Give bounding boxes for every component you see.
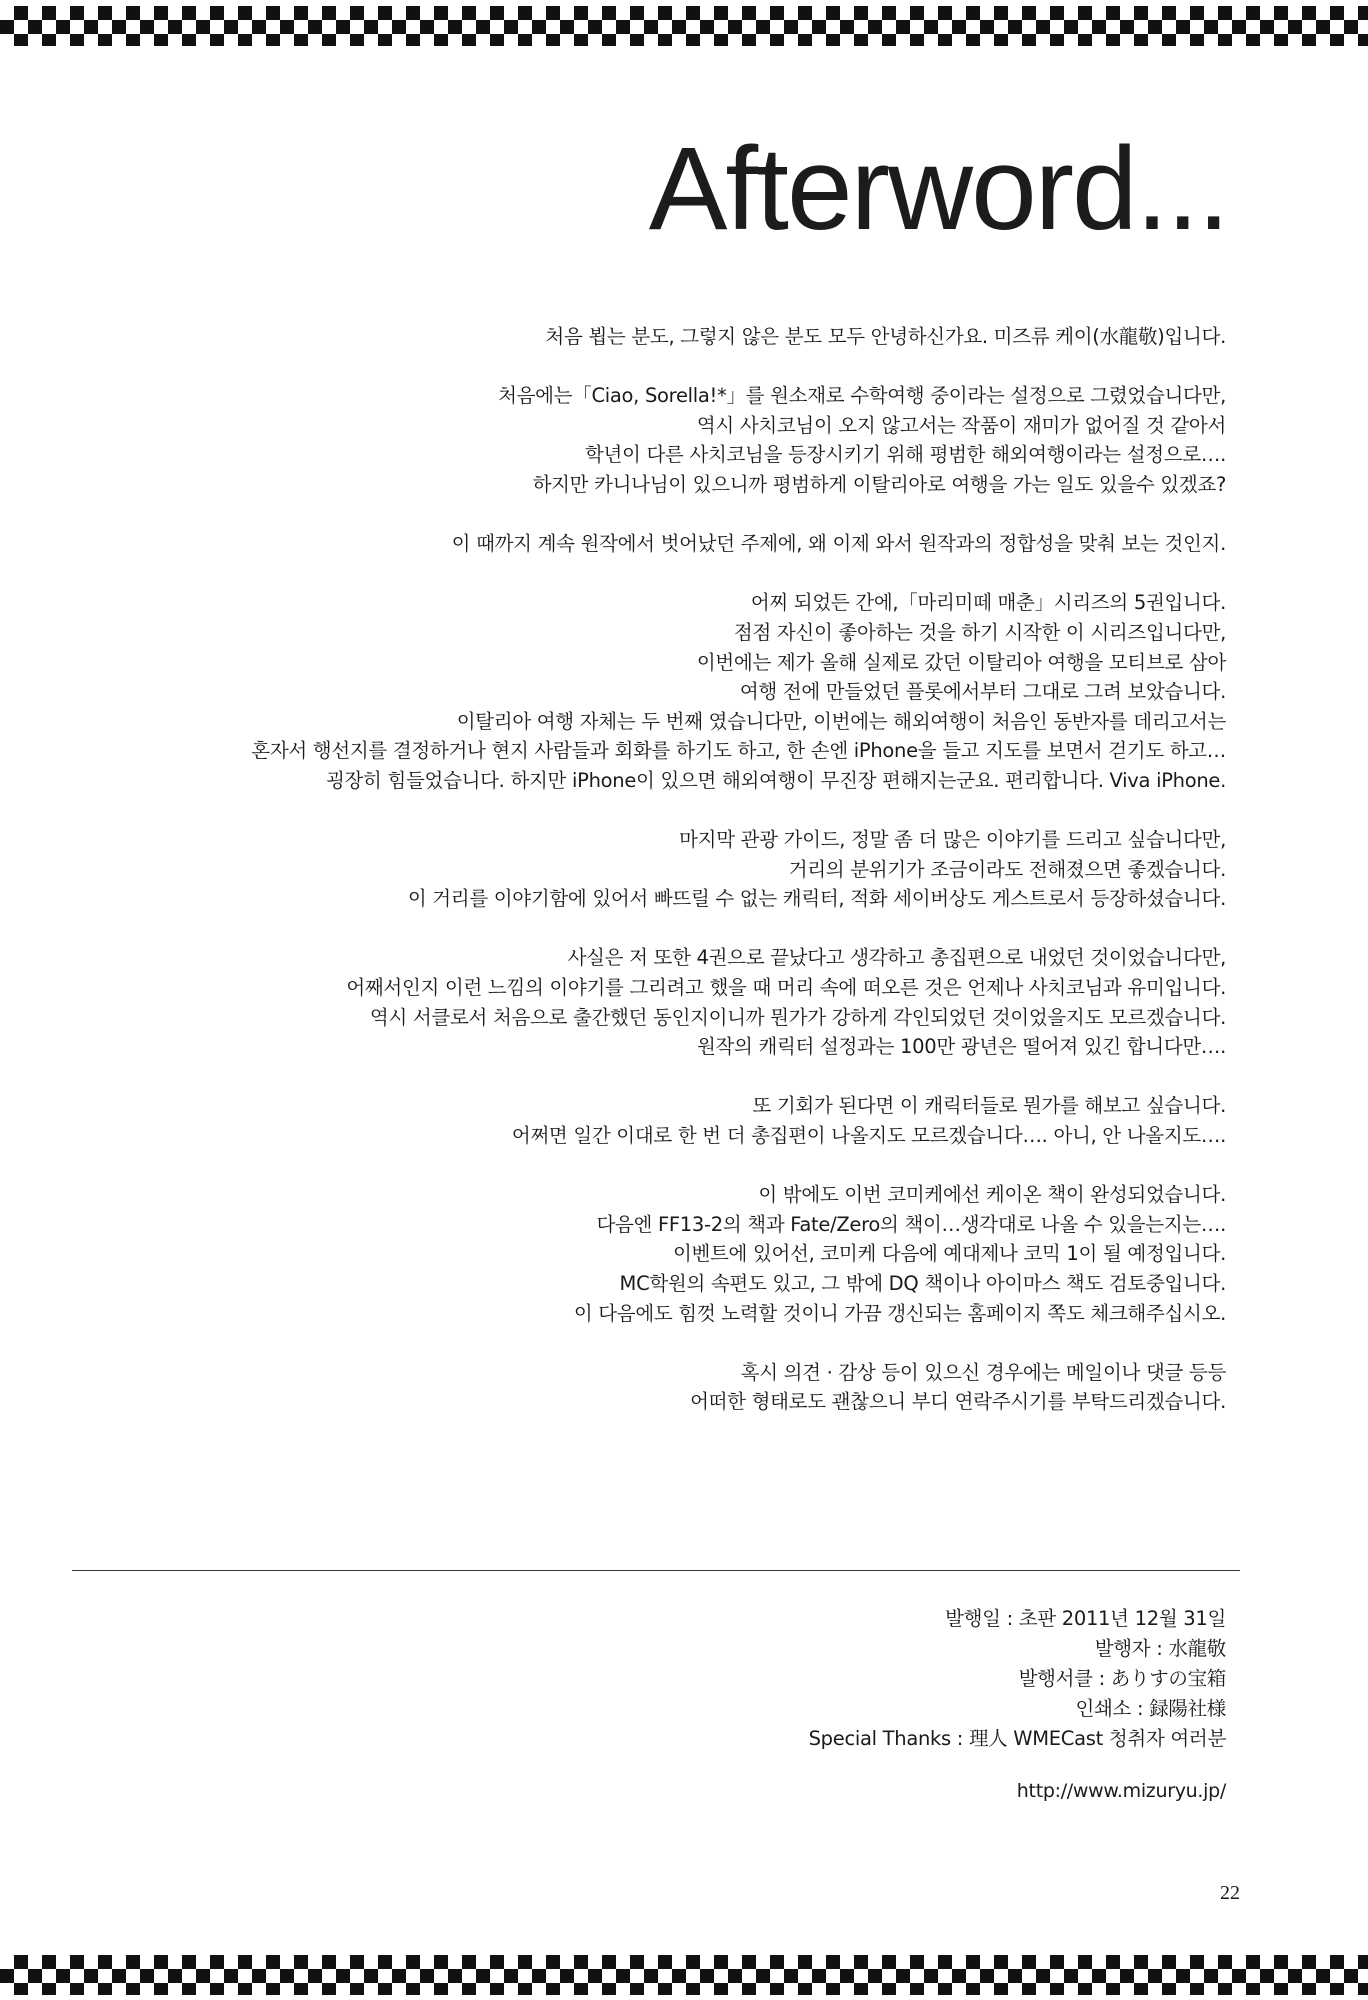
- colophon-label: 발행자 :: [1095, 1637, 1169, 1660]
- colophon-value: 理人 WMECast 청취자 여러분: [968, 1727, 1226, 1750]
- colophon-row: [426, 1724, 1226, 1754]
- paragraph: [66, 322, 1226, 352]
- text-line: 어떠한 형태로도 괜찮으니 부디 연락주시기를 부탁드리겠습니다.: [690, 1390, 1226, 1414]
- paragraph: [66, 1091, 1226, 1150]
- paragraph: [66, 825, 1226, 914]
- checkered-border-top: [0, 6, 1368, 46]
- colophon: [426, 1604, 1226, 1754]
- text-line: 역시 사치코님이 오지 않고서는 작품이 재미가 없어질 것 같아서: [696, 413, 1226, 437]
- text-line: 원작의 캐릭터 설정과는 100만 광년은 떨어져 있긴 합니다만….: [696, 1035, 1226, 1059]
- paragraph: [66, 1180, 1226, 1328]
- text-line: 이 때까지 계속 원작에서 벗어났던 주제에, 왜 이제 와서 원작과의 정합성을 맞춰 보는 것인지.: [451, 532, 1226, 556]
- colophon-label: 발행일 :: [945, 1607, 1019, 1630]
- text-line: 굉장히 힘들었습니다. 하지만 iPhone이 있으면 해외여행이 무진장 편해지는군요. 편리합니다. Viva iPhone.: [325, 768, 1226, 792]
- paragraph: [66, 943, 1226, 1061]
- colophon-label: Special Thanks :: [809, 1727, 969, 1750]
- colophon-value: ありすの宝箱: [1110, 1667, 1226, 1690]
- text-line: 점점 자신이 좋아하는 것을 하기 시작한 이 시리즈입니다만,: [733, 620, 1226, 644]
- paragraph: [66, 1358, 1226, 1417]
- page-title: Afterword...: [648, 123, 1228, 255]
- colophon-row: [426, 1604, 1226, 1634]
- colophon-row: [426, 1664, 1226, 1694]
- text-line: 어쩌면 일간 이대로 한 번 더 총집편이 나올지도 모르겠습니다…. 아니, 안 나올지도….: [511, 1124, 1226, 1148]
- checkered-border-bottom: [0, 1955, 1368, 1995]
- text-line: 이 다음에도 힘껏 노력할 것이니 가끔 갱신되는 홈페이지 쪽도 체크해주십시오.: [573, 1301, 1226, 1325]
- text-line: 다음엔 FF13-2의 책과 Fate/Zero의 책이…생각대로 나올 수 있을는지는….: [596, 1212, 1226, 1236]
- text-line: 어째서인지 이런 느낌의 이야기를 그리려고 했을 때 머리 속에 떠오른 것은 언제나 사치코님과 유미입니다.: [346, 976, 1226, 1000]
- text-line: 하지만 카니나님이 있으니까 평범하게 이탈리아로 여행을 가는 일도 있을수 있겠죠?: [532, 472, 1226, 496]
- website-url: http://www.mizuryu.jp/: [1016, 1780, 1226, 1802]
- colophon-label: 인쇄소 :: [1075, 1697, 1149, 1720]
- text-line: 이벤트에 있어선, 코미케 다음에 예대제나 코믹 1이 될 예정입니다.: [672, 1242, 1226, 1266]
- text-line: 혹시 의견 · 감상 등이 있으신 경우에는 메일이나 댓글 등등: [740, 1360, 1226, 1384]
- text-line: 여행 전에 만들었던 플롯에서부터 그대로 그려 보았습니다.: [739, 680, 1226, 704]
- text-line: 처음에는「Ciao, Sorella!*」를 원소재로 수학여행 중이라는 설정으로 그렸었습니다만,: [498, 384, 1226, 408]
- text-line: 이탈리아 여행 자체는 두 번째 였습니다만, 이번에는 해외여행이 처음인 동반자를 데리고서는: [456, 709, 1226, 733]
- colophon-value: 録陽社様: [1149, 1697, 1226, 1720]
- colophon-label: 발행서클 :: [1019, 1667, 1111, 1690]
- paragraph: [66, 588, 1226, 795]
- text-line: 마지막 관광 가이드, 정말 좀 더 많은 이야기를 드리고 싶습니다만,: [679, 828, 1226, 852]
- text-line: 이번에는 제가 올해 실제로 갔던 이탈리아 여행을 모티브로 삼아: [696, 650, 1226, 674]
- text-line: 거리의 분위기가 조금이라도 전해졌으면 좋겠습니다.: [788, 857, 1226, 881]
- colophon-row: [426, 1694, 1226, 1724]
- text-line: 이 밖에도 이번 코미케에선 케이온 책이 완성되었습니다.: [758, 1183, 1226, 1207]
- divider: [72, 1570, 1240, 1571]
- text-line: 사실은 저 또한 4권으로 끝났다고 생각하고 총집편으로 내었던 것이었습니다만,: [567, 946, 1226, 970]
- text-line: 혼자서 행선지를 결정하거나 현지 사람들과 회화를 하기도 하고, 한 손엔 iPhone을 들고 지도를 보면서 걷기도 하고…: [251, 739, 1226, 763]
- text-line: 또 기회가 된다면 이 캐릭터들로 뭔가를 해보고 싶습니다.: [752, 1094, 1226, 1118]
- page-number: 22: [1220, 1882, 1240, 1904]
- text-line: 이 거리를 이야기함에 있어서 빠뜨릴 수 없는 캐릭터, 적화 세이버상도 게스트로서 등장하셨습니다.: [407, 887, 1226, 911]
- colophon-row: [426, 1634, 1226, 1664]
- colophon-value: 水龍敬: [1168, 1637, 1226, 1660]
- text-line: MC학원의 속편도 있고, 그 밖에 DQ 책이나 아이마스 책도 검토중입니다.: [619, 1272, 1226, 1295]
- text-line: 역시 서클로서 처음으로 출간했던 동인지이니까 뭔가가 강하게 각인되었던 것이었을지도 모르겠습니다.: [369, 1005, 1226, 1029]
- paragraph: [66, 381, 1226, 499]
- afterword-body: [66, 322, 1226, 1417]
- text-line: 처음 뵙는 분도, 그렇지 않은 분도 모두 안녕하신가요. 미즈류 케이(水龍敬)입니다.: [545, 325, 1226, 348]
- text-line: 어찌 되었든 간에,「마리미떼 매춘」시리즈의 5권입니다.: [750, 591, 1226, 615]
- text-line: 학년이 다른 사치코님을 등장시키기 위해 평범한 해외여행이라는 설정으로….: [584, 443, 1226, 467]
- colophon-value: 초판 2011년 12월 31일: [1018, 1607, 1226, 1630]
- paragraph: [66, 529, 1226, 559]
